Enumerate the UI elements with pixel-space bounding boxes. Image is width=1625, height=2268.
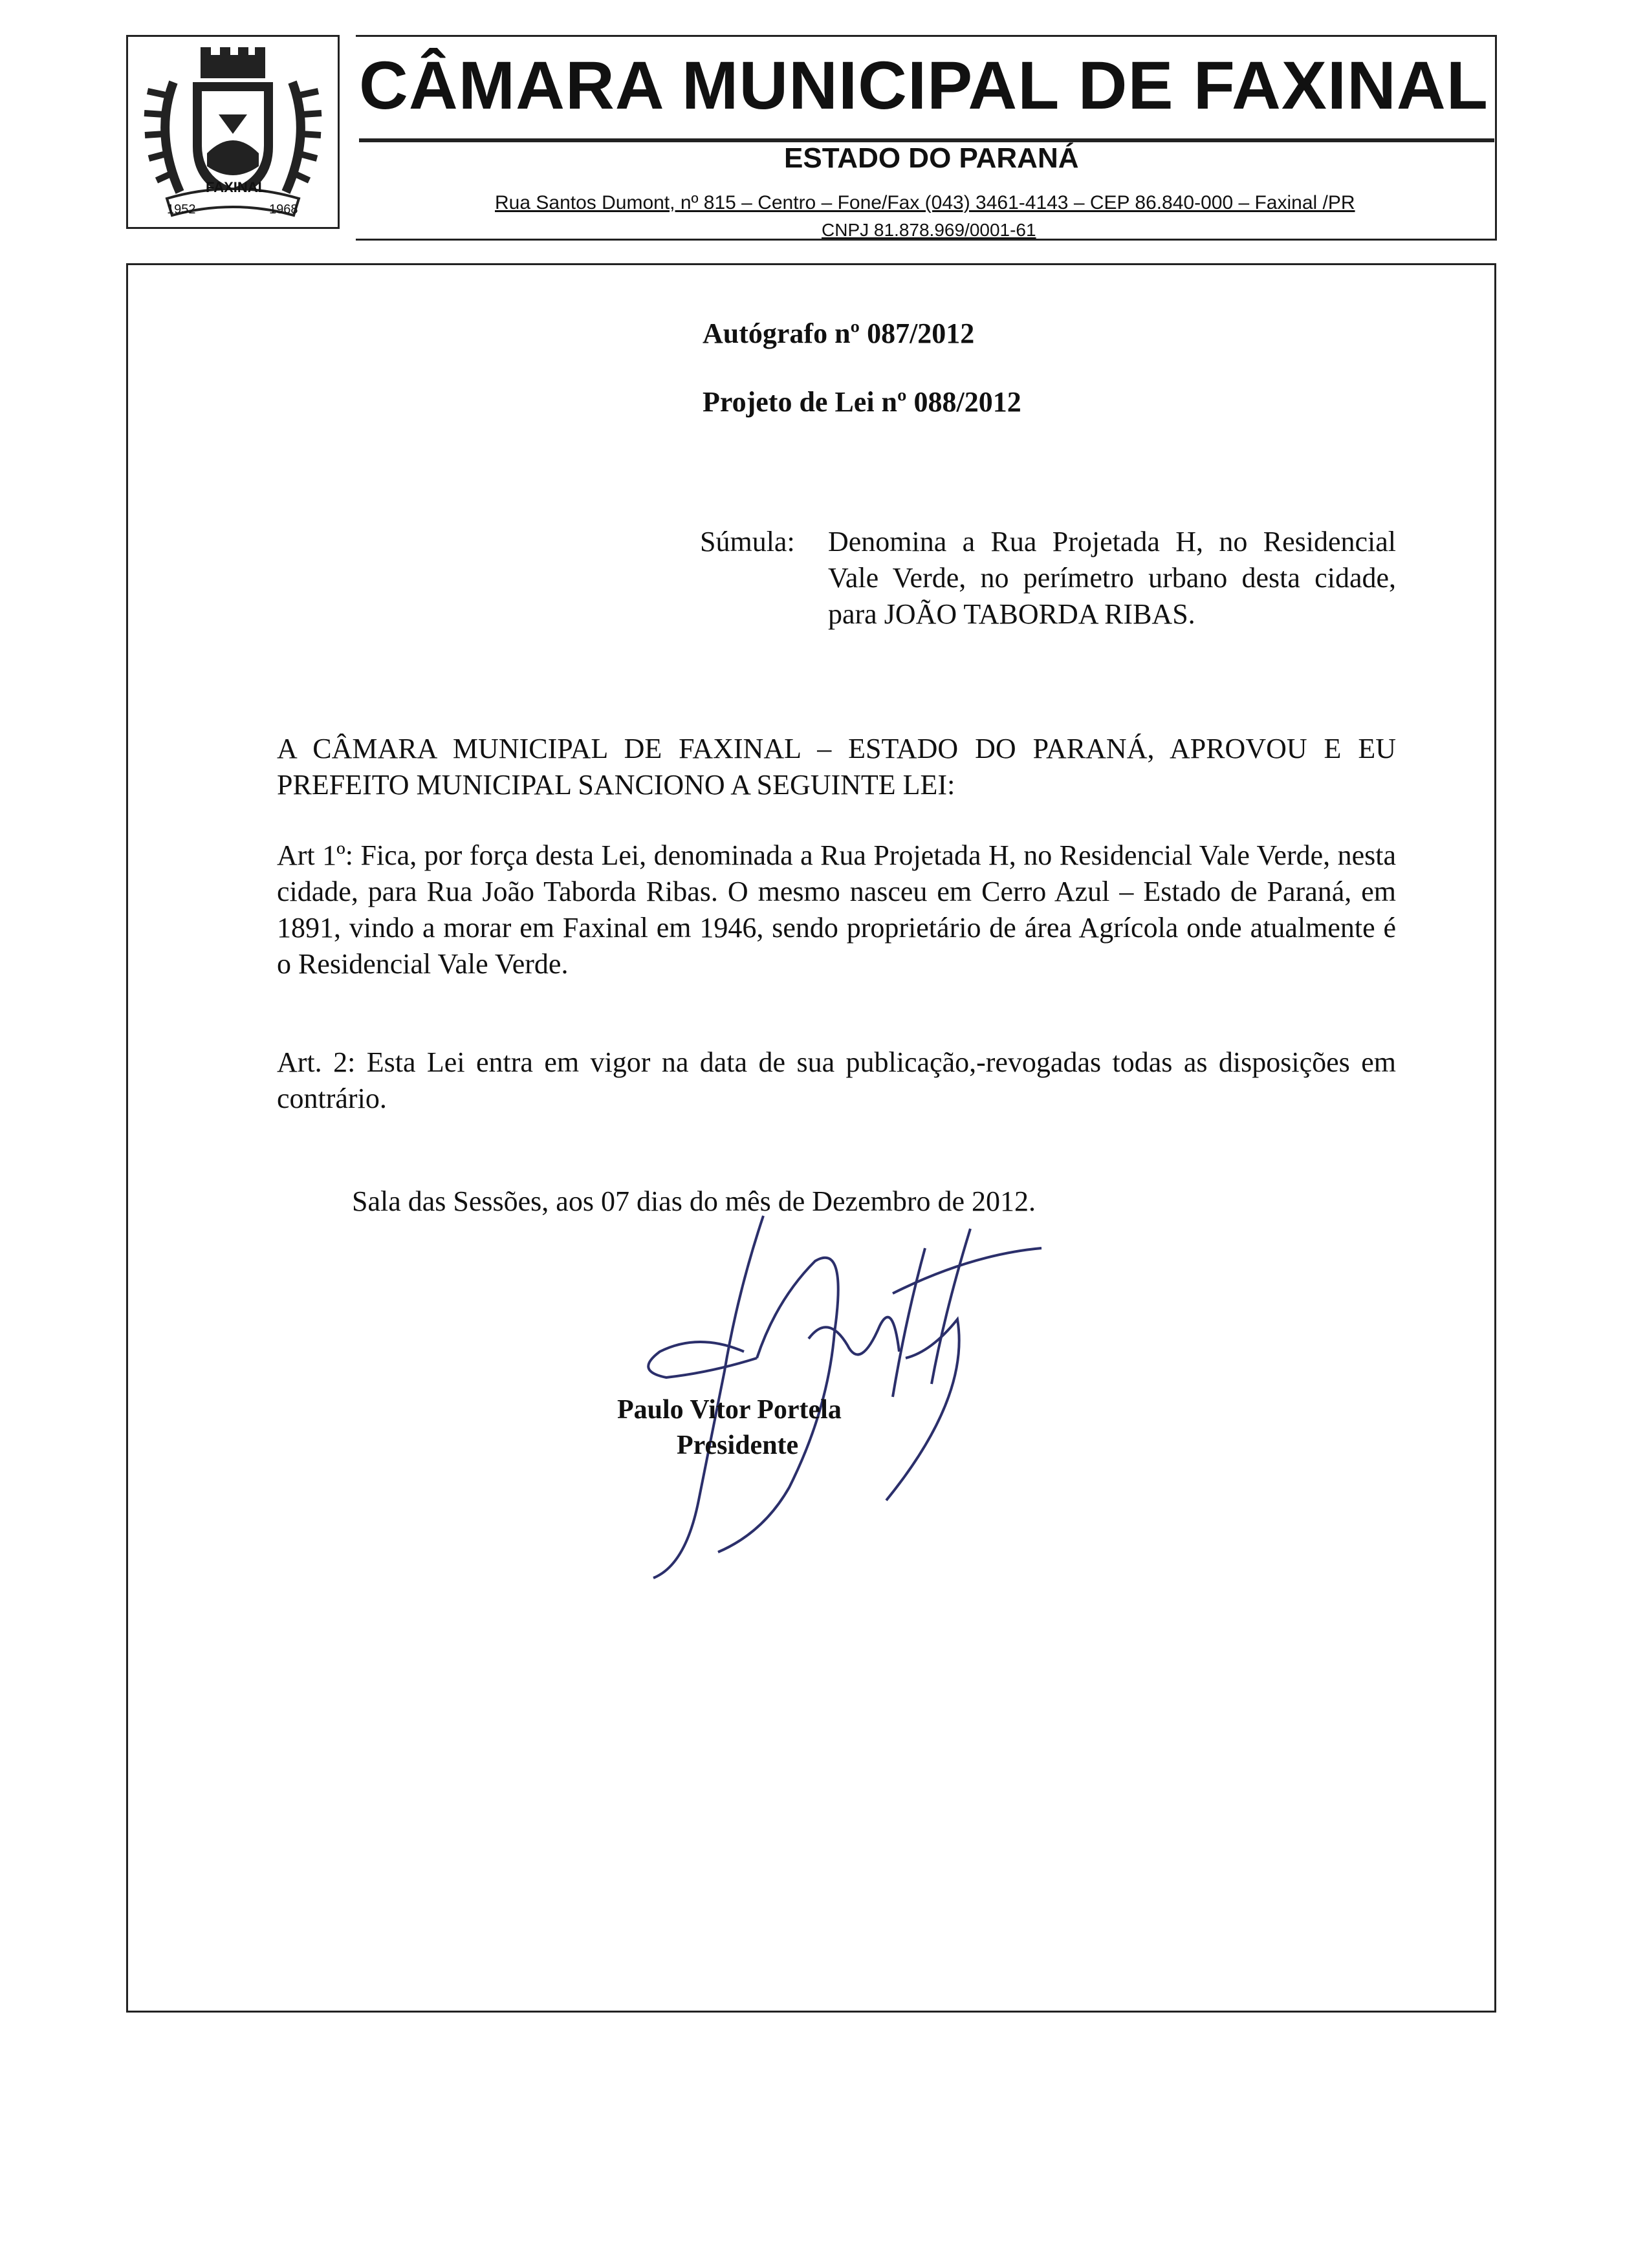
cnpj-line: CNPJ 81.878.969/0001-61 [822,220,1036,240]
state-name: ESTADO DO PARANÁ [784,142,1079,174]
enactment-preamble: A CÂMARA MUNICIPAL DE FAXINAL – ESTADO DO PARANÁ, APROVOU E EU PREFEITO MUNICIPAL SANCIONO A SEGUINTE LEI: [277,733,1396,801]
emblem-ribbon-text: FAXINAL [206,179,267,195]
address-line: Rua Santos Dumont, nº 815 – Centro – Fone/Fax (043) 3461-4143 – CEP 86.840-000 – Faxinal /PR [495,192,1355,213]
summary-label: Súmula: [700,526,795,557]
municipal-coat-of-arms-icon [128,37,338,227]
coat-of-arms-emblem [126,35,340,229]
signatory-title: Presidente [677,1431,799,1460]
article-2: Art. 2: Esta Lei entra em vigor na data de sua publicação,-revogadas todas as disposições em contrário. [277,1046,1396,1114]
emblem-year-right: 1968 [269,202,298,217]
bill-number: Projeto de Lei nº 088/2012 [703,386,1021,418]
emblem-year-left: 1952 [167,202,196,217]
summary-text: Denomina a Rua Projetada H, no Residencial Vale Verde, no perímetro urbano desta cidade, para JOÃO TABORDA RIBAS. [828,526,1396,630]
institution-name: CÂMARA MUNICIPAL DE FAXINAL [359,48,1489,124]
session-date-line: Sala das Sessões, aos 07 dias do mês de Dezembro de 2012. [352,1185,1036,1217]
signatory-name: Paulo Vitor Portela [617,1395,842,1425]
autografo-number: Autógrafo nº 087/2012 [703,318,975,349]
article-1: Art 1º: Fica, por força desta Lei, denominada a Rua Projetada H, no Residencial Vale Verde, nesta cidade, para Rua João Taborda Ribas. O mesmo nasceu em Cerro Azul – Estado de Paraná, em 1891, vindo a morar em Faxinal em 1946, sendo proprietário de área Agrícola onde atualmente é o Residencial Vale Verde. [277,839,1396,980]
